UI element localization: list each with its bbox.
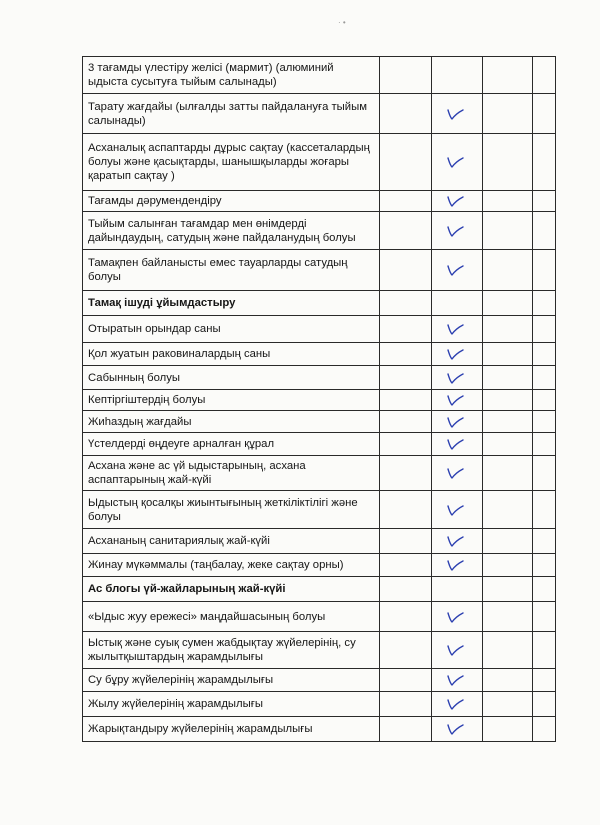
check-cell [432,577,483,602]
blank-cell [483,692,533,717]
blank-cell [483,212,533,250]
blank-cell [533,669,556,692]
blank-cell [483,717,533,742]
criterion-cell: Ыстық және суық сумен жабдықтау жүйелерінің, су жылытқыштардың жарамдылығы [83,632,380,669]
criterion-cell: Тарату жағдайы (ылғалды затты пайдалануға тыйым салынады) [83,94,380,134]
check-cell [432,602,483,632]
criterion-cell: Жылу жүйелерінің жарамдылығы [83,692,380,717]
table-row [83,411,556,433]
criterion-cell: Су бұру жүйелерінің жарамдылығы [83,669,380,692]
criterion-cell: Асхана және ас үй ыдыстарының, асхана аспаптарының жай-күйі [83,456,380,491]
blank-cell [533,632,556,669]
blank-cell [483,669,533,692]
handwritten-check-icon [446,107,464,121]
handwritten-check-icon [446,697,464,711]
blank-cell [483,602,533,632]
check-cell [432,456,483,491]
criterion-cell: Тағамды дәрумендендіру [83,191,380,212]
table-row [83,554,556,577]
table-row [83,343,556,366]
handwritten-check-icon [446,224,464,238]
criterion-cell: Тыйым салынған тағамдар мен өнімдерді дайындаудың, сатудың және пайдаланудың болуы [83,212,380,250]
criterion-cell: 3 тағамды үлестіру желісі (мармит) (алюминий ыдыста сусытуға тыйым салынады) [83,57,380,94]
table-row [83,692,556,717]
check-cell [432,390,483,411]
check-cell [432,411,483,433]
table-row [83,433,556,456]
check-cell [432,491,483,529]
criterion-cell: Асханалық аспаптарды дұрыс сақтау (кассеталардың болуы және қасықтарды, шанышқыларды жоғары қаратып сақтау ) [83,134,380,191]
handwritten-check-icon [446,155,464,169]
blank-cell [380,717,432,742]
blank-cell [380,134,432,191]
handwritten-check-icon [446,194,464,208]
handwritten-check-icon [446,466,464,480]
table-row [83,57,556,94]
handwritten-check-icon [446,534,464,548]
blank-cell [533,554,556,577]
table-row [83,602,556,632]
check-cell [432,692,483,717]
blank-cell [533,390,556,411]
table-row [83,529,556,554]
criterion-cell: Асхананың санитариялық жай-күйі [83,529,380,554]
blank-cell [380,316,432,343]
blank-cell [533,212,556,250]
section-title: Ас блогы үй-жайларының жай-күйі [83,577,380,602]
table-row [83,134,556,191]
table-row [83,316,556,343]
handwritten-check-icon [446,437,464,451]
check-cell [432,134,483,191]
blank-cell [483,57,533,94]
blank-cell [380,191,432,212]
blank-cell [380,433,432,456]
blank-cell [533,692,556,717]
criterion-cell: Жиһаздың жағдайы [83,411,380,433]
blank-cell [533,191,556,212]
handwritten-check-icon [446,643,464,657]
check-cell [432,250,483,291]
blank-cell [533,57,556,94]
blank-cell [533,134,556,191]
handwritten-check-icon [446,503,464,517]
blank-cell [483,316,533,343]
blank-cell [533,250,556,291]
blank-cell [533,291,556,316]
blank-cell [380,390,432,411]
blank-cell [483,366,533,390]
blank-cell [380,554,432,577]
blank-cell [380,491,432,529]
blank-cell [380,57,432,94]
check-cell [432,191,483,212]
check-cell [432,343,483,366]
blank-cell [533,316,556,343]
blank-cell [380,577,432,602]
blank-cell [380,456,432,491]
criterion-cell: Сабынның болуы [83,366,380,390]
blank-cell [483,134,533,191]
blank-cell [380,212,432,250]
criterion-cell: Кептіргіштердің болуы [83,390,380,411]
blank-cell [483,433,533,456]
handwritten-check-icon [446,371,464,385]
check-cell [432,433,483,456]
blank-cell [533,602,556,632]
blank-cell [380,669,432,692]
table-row [83,669,556,692]
blank-cell [380,411,432,433]
check-cell [432,554,483,577]
blank-cell [533,577,556,602]
handwritten-check-icon [446,558,464,572]
blank-cell [533,433,556,456]
blank-cell [483,291,533,316]
criterion-cell: Жарықтандыру жүйелерінің жарамдылығы [83,717,380,742]
table-row [83,390,556,411]
table-row [83,717,556,742]
handwritten-check-icon [446,673,464,687]
blank-cell [380,366,432,390]
blank-cell [483,577,533,602]
blank-cell [533,366,556,390]
check-cell [432,529,483,554]
inspection-checklist-table [82,56,556,742]
check-cell [432,291,483,316]
table-row [83,491,556,529]
check-cell [432,94,483,134]
table-row [83,94,556,134]
blank-cell [380,250,432,291]
blank-cell [483,191,533,212]
blank-cell [483,554,533,577]
criterion-cell: «Ыдыс жуу ережесі» маңдайшасының болуы [83,602,380,632]
blank-cell [483,632,533,669]
blank-cell [483,250,533,291]
table-row [83,191,556,212]
criterion-cell: Тамақпен байланысты емес тауарларды сатудың болуы [83,250,380,291]
blank-cell [483,343,533,366]
table-row [83,366,556,390]
blank-cell [483,456,533,491]
blank-cell [380,94,432,134]
handwritten-check-icon [446,322,464,336]
blank-cell [533,456,556,491]
blank-cell [533,343,556,366]
blank-cell [380,291,432,316]
table-row [83,632,556,669]
blank-cell [380,529,432,554]
check-cell [432,717,483,742]
blank-cell [483,94,533,134]
handwritten-check-icon [446,415,464,429]
blank-cell [533,529,556,554]
criterion-cell: Үстелдерді өңдеуге арналған құрал [83,433,380,456]
handwritten-check-icon [446,263,464,277]
section-header-row [83,291,556,316]
check-cell [432,316,483,343]
handwritten-check-icon [446,610,464,624]
blank-cell [483,390,533,411]
blank-cell [483,411,533,433]
check-cell [432,366,483,390]
blank-cell [380,602,432,632]
scan-specks: · • [338,18,346,27]
blank-cell [533,411,556,433]
check-cell [432,212,483,250]
blank-cell [533,94,556,134]
section-header-row [83,577,556,602]
criterion-cell: Қол жуатын раковиналардың саны [83,343,380,366]
blank-cell [380,632,432,669]
blank-cell [380,343,432,366]
handwritten-check-icon [446,347,464,361]
table-row [83,212,556,250]
handwritten-check-icon [446,393,464,407]
table-row [83,456,556,491]
criterion-cell: Ыдыстың қосалқы жиынтығының жеткіліктілігі және болуы [83,491,380,529]
table-row [83,250,556,291]
blank-cell [483,491,533,529]
blank-cell [533,491,556,529]
blank-cell [533,717,556,742]
check-cell [432,632,483,669]
check-cell [432,669,483,692]
section-title: Тамақ ішуді ұйымдастыру [83,291,380,316]
criterion-cell: Жинау мүкәммалы (таңбалау, жеке сақтау орны) [83,554,380,577]
blank-cell [380,692,432,717]
check-cell [432,57,483,94]
blank-cell [483,529,533,554]
criterion-cell: Отыратын орындар саны [83,316,380,343]
handwritten-check-icon [446,722,464,736]
